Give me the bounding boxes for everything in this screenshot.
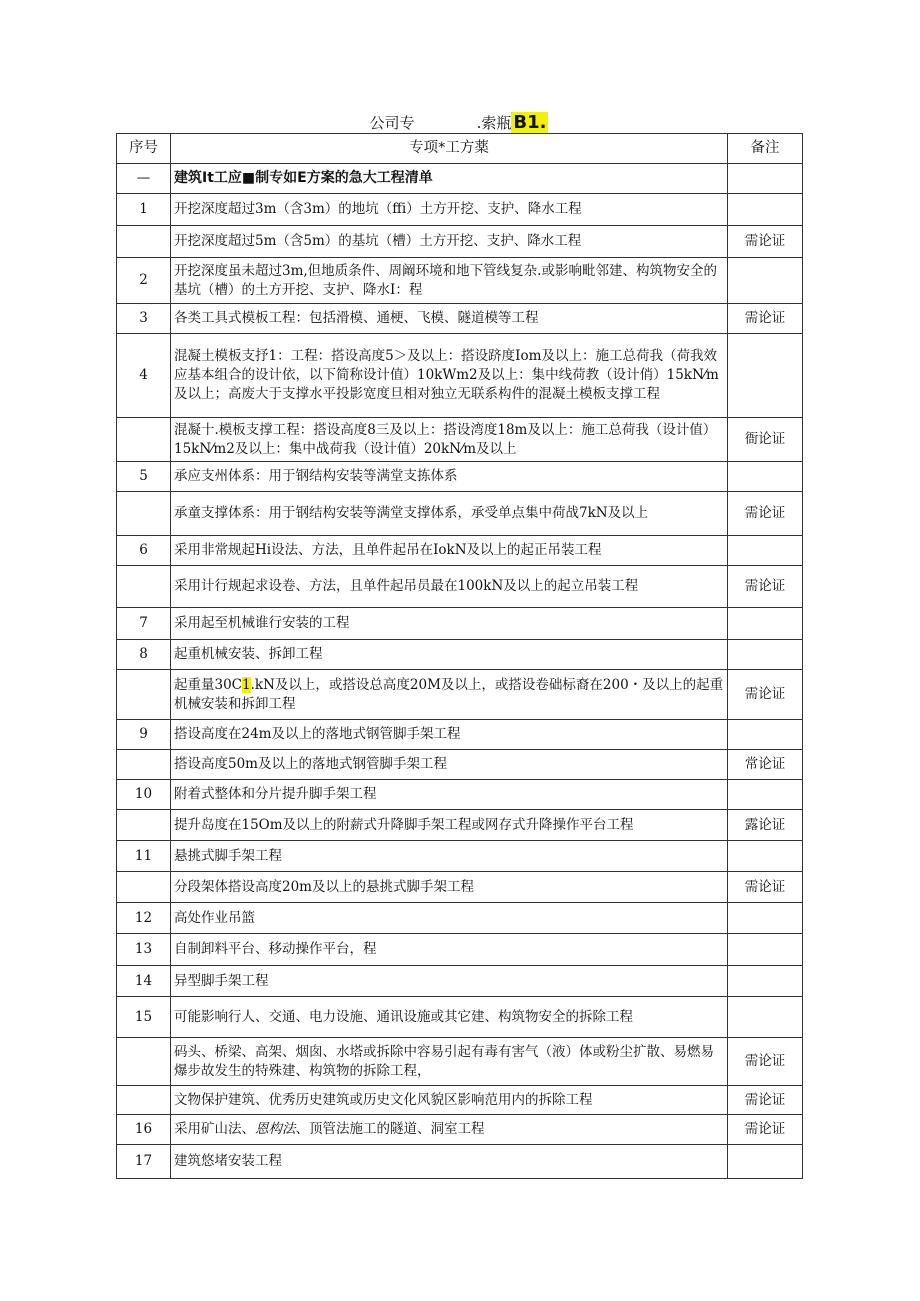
header-plan: 专项*工方薬 xyxy=(171,134,728,164)
table-row xyxy=(117,304,803,334)
row-num xyxy=(117,418,171,462)
row-content: 混凝十.模板支撑工程：搭设高度8三及以上：搭设湾度18m及以上：施工总荷我（设计值）15kN⁄m2及以上：集中战荷我（设计值）20kN⁄m及以上 xyxy=(171,418,728,462)
row-num xyxy=(117,1086,171,1115)
row-content-b: 、顶管法施工的隧道、洞室工程 xyxy=(295,1121,485,1137)
table-row xyxy=(117,1086,803,1115)
row-note xyxy=(728,997,803,1038)
row-note xyxy=(728,334,803,418)
table-row xyxy=(117,841,803,872)
table-row xyxy=(117,903,803,934)
table-row xyxy=(117,226,803,258)
row-num: 8 xyxy=(117,640,171,670)
table-row xyxy=(117,750,803,780)
row-note xyxy=(728,258,803,304)
row-content: 混凝土模板支抒1：工程：搭设高度5＞及以上：搭设跻度Iom及以上：施工总荷我（荷我效应基本组合的设计依，以下简称设计值）10kWm2及以上：集中线荷教（设计俏）15kN⁄m及以上；高废大于支撑水平投影宽度旦相对独立无联系构件的混凝土模板支撑工程 xyxy=(171,334,728,418)
row-num xyxy=(117,566,171,608)
page-title xyxy=(116,112,802,134)
table-row xyxy=(117,418,803,462)
row-note xyxy=(728,194,803,226)
row-num xyxy=(117,810,171,841)
row-num: 15 xyxy=(117,997,171,1038)
row-content-a: 采用矿山法、 xyxy=(174,1121,255,1137)
row-num: 13 xyxy=(117,934,171,966)
row-num: 1 xyxy=(117,194,171,226)
header-seq: 序号 xyxy=(117,134,171,164)
row-note xyxy=(728,841,803,872)
row-content: 码头、桥梁、高架、烟囱、水塔或拆除中容易引起有毒有害气（液）体或粉尘扩散、易燃易爆步故发生的特殊建、构筑物的拆除工程， xyxy=(171,1038,728,1086)
row-content: 采用非常规起Hi设法、方法，且单件起吊在IokN及以上的起正吊装工程 xyxy=(171,536,728,566)
table-row xyxy=(117,194,803,226)
row-note: 常论证 xyxy=(728,750,803,780)
row-content: 开挖深度超过3m（含3m）的地坑（ffi）土方开挖、支护、降水工程 xyxy=(171,194,728,226)
row-note xyxy=(728,608,803,640)
row-content: 可能影响行人、交通、电力设施、通讯设施或其它建、构筑物安全的拆除工程 xyxy=(171,997,728,1038)
row-note: 需论证 xyxy=(728,872,803,903)
table-row xyxy=(117,780,803,810)
row-content-b: .kN及以上，或搭设总高度20M及以上，或搭设卷础标裔在200・及以上的起重机械安装和拆卸工程 xyxy=(174,676,724,712)
table-row xyxy=(117,670,803,720)
row-content: 提升岛度在15Om及以上的附薪式升降脚手架工程或网存式升降操作平台工程 xyxy=(171,810,728,841)
table-row xyxy=(117,872,803,903)
row-content: 建筑悠堵安装工程 xyxy=(171,1145,728,1179)
row-note xyxy=(728,640,803,670)
row-content: 起重机械安装、拆卸工程 xyxy=(171,640,728,670)
table-row xyxy=(117,608,803,640)
table-row xyxy=(117,1038,803,1086)
row-note: 需论证 xyxy=(728,1038,803,1086)
row-note xyxy=(728,720,803,750)
row-num: 9 xyxy=(117,720,171,750)
row-note xyxy=(728,536,803,566)
row-content: 承应支州体系：用于钢结构安装等满堂支拣体系 xyxy=(171,462,728,492)
row-note xyxy=(728,903,803,934)
row-content: 采用起至机械谁行安装的工程 xyxy=(171,608,728,640)
row-note: 需论证 xyxy=(728,670,803,720)
row-num: 17 xyxy=(117,1145,171,1179)
row-content: 异型脚手架工程 xyxy=(171,966,728,997)
row-content: 开挖深度超过5m（含5m）的基坑（槽）土方开挖、支护、降水工程 xyxy=(171,226,728,258)
row-note: 需论证 xyxy=(728,1115,803,1145)
table-header-row xyxy=(117,134,803,164)
row-content-italic: 恩构法 xyxy=(255,1121,296,1137)
row-content xyxy=(171,1115,728,1145)
row-content xyxy=(171,670,728,720)
table-row xyxy=(117,1115,803,1145)
table-row xyxy=(117,258,803,304)
row-note: 需论证 xyxy=(728,566,803,608)
row-content: 高处作业吊篮 xyxy=(171,903,728,934)
row-num: 6 xyxy=(117,536,171,566)
row-num: 3 xyxy=(117,304,171,334)
row-content: 承童支撑体系：用于钢结构安装等满堂支撑体系，承受单点集中荷战7kN及以上 xyxy=(171,492,728,536)
row-num: 5 xyxy=(117,462,171,492)
table-row xyxy=(117,810,803,841)
row-note: 需论证 xyxy=(728,1086,803,1115)
row-num xyxy=(117,750,171,780)
table-row xyxy=(117,566,803,608)
row-note xyxy=(728,164,803,194)
header-remark: 备注 xyxy=(728,134,803,164)
row-num: 12 xyxy=(117,903,171,934)
row-note xyxy=(728,1145,803,1179)
row-note xyxy=(728,780,803,810)
row-content: 悬挑式脚手架工程 xyxy=(171,841,728,872)
row-num: — xyxy=(117,164,171,194)
row-num xyxy=(117,670,171,720)
title-left: 公司专 xyxy=(369,114,415,132)
row-content-a: 起重量30C xyxy=(174,676,243,693)
row-num xyxy=(117,226,171,258)
row-note xyxy=(728,462,803,492)
table-row xyxy=(117,164,803,194)
row-note: 需论证 xyxy=(728,226,803,258)
row-num: 16 xyxy=(117,1115,171,1145)
row-num: 10 xyxy=(117,780,171,810)
row-num: 2 xyxy=(117,258,171,304)
row-content: 附着式整体和分片提升脚手架工程 xyxy=(171,780,728,810)
table-row xyxy=(117,640,803,670)
table-row xyxy=(117,720,803,750)
row-content: 文物保护建筑、优秀历史建筑或历史文化风貌区影响范用内的拆除工程 xyxy=(171,1086,728,1115)
row-num: 4 xyxy=(117,334,171,418)
row-note xyxy=(728,934,803,966)
row-num xyxy=(117,1038,171,1086)
row-content: 各类工具式模板工程：包括滑模、通梗、飞模、隧道模等工程 xyxy=(171,304,728,334)
table-row xyxy=(117,934,803,966)
row-content: 开挖深度虽未超过3m,但地质条件、周阚环境和地下管线复杂.或影响毗邻建、构筑物安全的基坑（槽）的土方开挖、支护、降水I：程 xyxy=(171,258,728,304)
row-content: 分段架体搭设高度20m及以上的悬挑式脚手架工程 xyxy=(171,872,728,903)
title-highlight: B1. xyxy=(513,112,547,133)
row-note: 露论证 xyxy=(728,810,803,841)
table-row xyxy=(117,536,803,566)
row-content: 自制卸料平台、移动操作平台，程 xyxy=(171,934,728,966)
row-note: 需论证 xyxy=(728,304,803,334)
row-content: 搭设高度在24m及以上的落地式钢管脚手架工程 xyxy=(171,720,728,750)
row-num: 14 xyxy=(117,966,171,997)
table-row xyxy=(117,334,803,418)
row-num: 11 xyxy=(117,841,171,872)
table-row xyxy=(117,966,803,997)
row-content: 建筑It工应■制专如E方案的急大工程清单 xyxy=(171,164,728,194)
table-row xyxy=(117,1145,803,1179)
row-num xyxy=(117,872,171,903)
project-list-table xyxy=(116,133,803,1179)
table-row xyxy=(117,462,803,492)
table-row xyxy=(117,492,803,536)
table-row xyxy=(117,997,803,1038)
row-content: 采用计行规起求设卷、方法，且单件起吊员最在100kN及以上的起立吊装工程 xyxy=(171,566,728,608)
row-num: 7 xyxy=(117,608,171,640)
row-note xyxy=(728,966,803,997)
row-num xyxy=(117,492,171,536)
row-content: 搭设高度50m及以上的落地式钢管脚手架工程 xyxy=(171,750,728,780)
title-right: .索瓶 xyxy=(476,114,512,132)
row-note: 需论证 xyxy=(728,492,803,536)
row-note: 衙论证 xyxy=(728,418,803,462)
row-content-highlight: 1 xyxy=(242,676,251,693)
